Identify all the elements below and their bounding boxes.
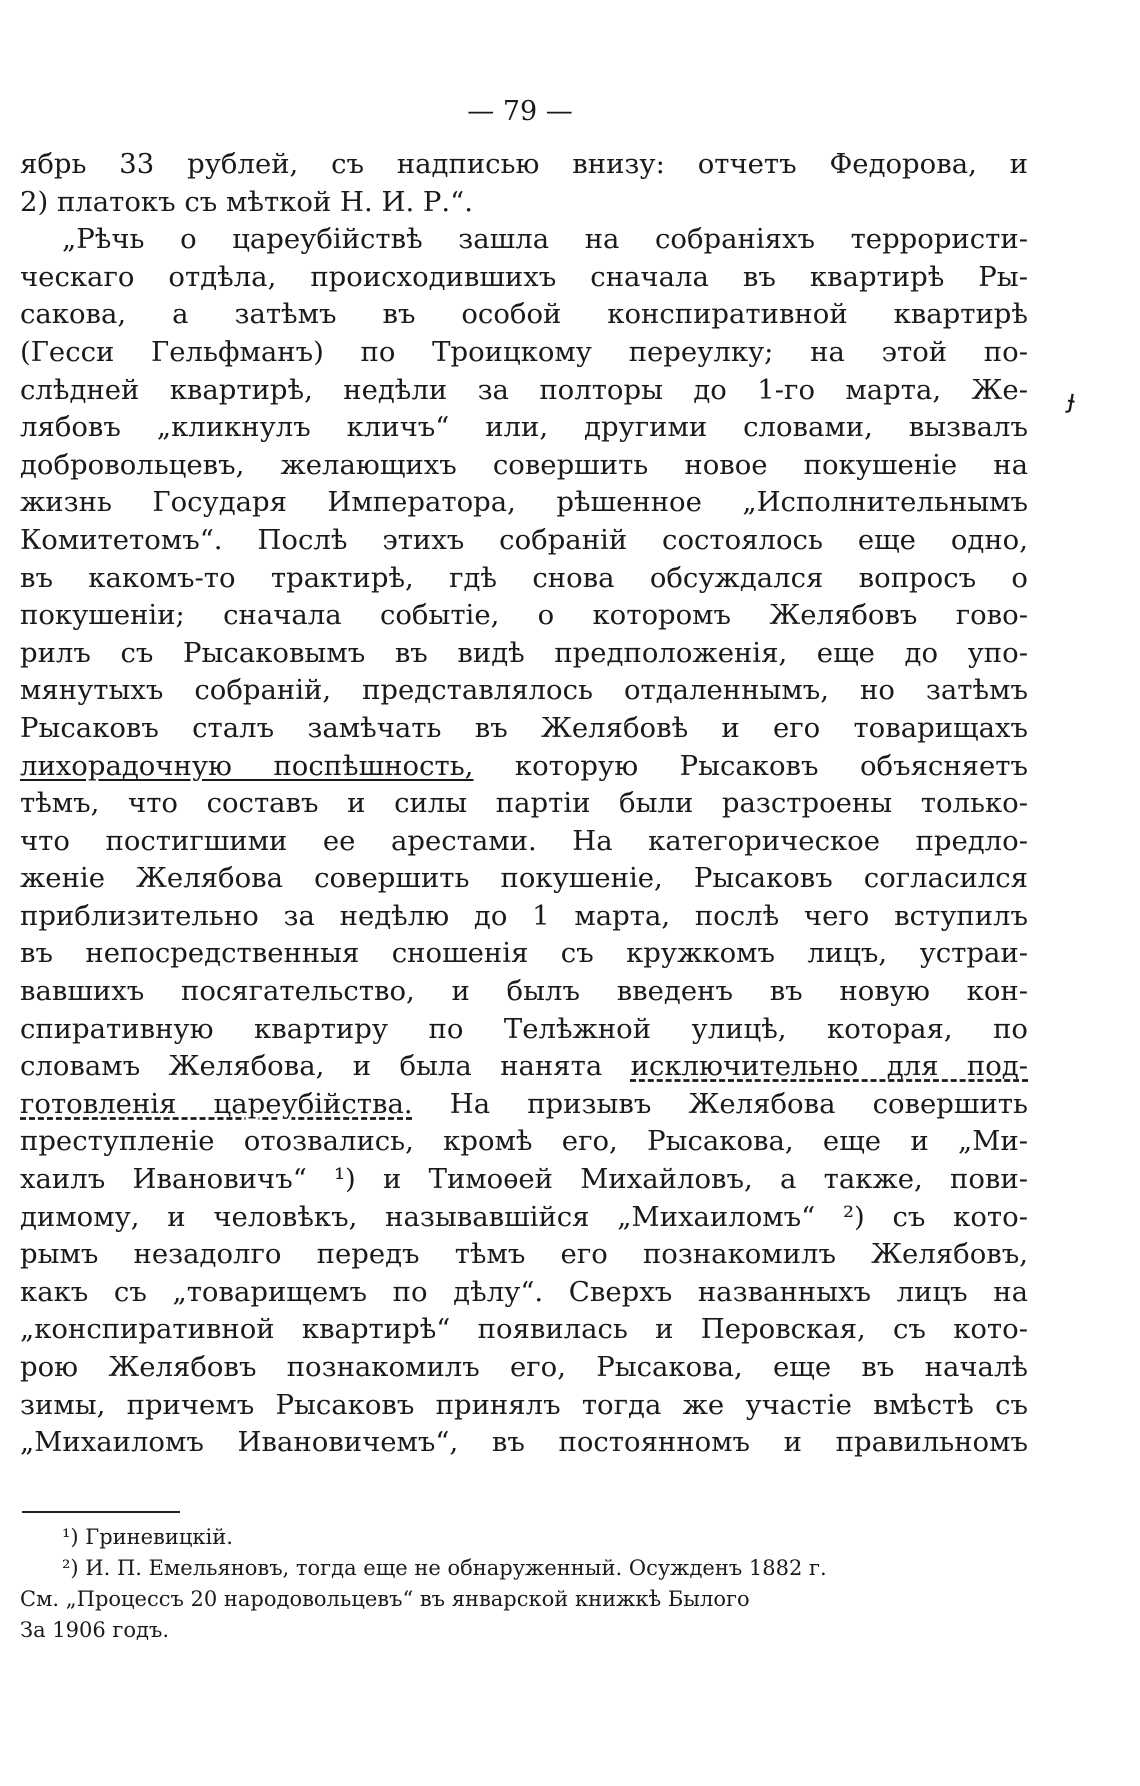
text-line: мянутыхъ собраній, представлялось отдаленнымъ, но затѣмъ (20, 674, 1028, 707)
main-text (20, 146, 1028, 1462)
text-line: зимы, причемъ Рысаковъ принялъ тогда же участіе вмѣстѣ съ (20, 1388, 1028, 1421)
text-line: преступленіе отозвались, кромѣ его, Рысакова, еще и „Ми- (20, 1125, 1028, 1158)
text-line: рилъ съ Рысаковымъ въ видѣ предположенія, еще до упо- (20, 636, 1028, 669)
text-span: На призывъ Желябова совершить (412, 1087, 1028, 1120)
footnote-2: ²) И. П. Емельяновъ, тогда еще не обнаруженный. Осужденъ 1882 г. (62, 1556, 827, 1580)
text-line: что постигшими ее арестами. На категорическое предло- (20, 824, 1028, 857)
text-line: спиративную квартиру по Телѣжной улицѣ, которая, по (20, 1012, 1028, 1045)
underlined-phrase: готовленія цареубійства. (20, 1087, 413, 1120)
text-line: слѣдней квартирѣ, недѣли за полторы до 1-го марта, Же- (20, 373, 1028, 406)
text-line: вавшихъ посягательство, и былъ введенъ въ новую кон- (20, 975, 1028, 1008)
text-line: рою Желябовъ познакомилъ его, Рысакова, еще въ началѣ (20, 1351, 1028, 1383)
text-line: въ какомъ-то трактирѣ, гдѣ снова обсуждался вопросъ о (20, 561, 1028, 594)
text-line: „конспиративной квартирѣ“ появилась и Перовская, съ кото- (20, 1313, 1028, 1346)
text-line: въ непосредственныя сношенія съ кружкомъ лицъ, устраи- (20, 937, 1028, 970)
underlined-phrase: лихорадочную поспѣшность, (20, 749, 474, 782)
footnote-2-cont: За 1906 годъ. (20, 1618, 170, 1642)
text-line: ябрь 33 рублей, съ надписью внизу: отчетъ Федорова, и (20, 148, 1028, 180)
text-line (20, 748, 1028, 786)
text-line: приблизительно за недѣлю до 1 марта, послѣ чего вступилъ (20, 899, 1028, 932)
text-line: (Гесси Гельфманъ) по Троицкому переулку; на этой по- (20, 335, 1028, 368)
text-line: рымъ незадолго передъ тѣмъ его познакомилъ Желябовъ, (20, 1238, 1028, 1271)
footnotes (20, 1522, 1020, 1646)
text-line: тѣмъ, что составъ и силы партіи были разстроены только- (20, 787, 1028, 820)
text-line: димому, и человѣкъ, называвшійся „Михаиломъ“ ²) съ кото- (20, 1200, 1028, 1233)
text-line: лябовъ „кликнулъ кличъ“ или, другими словами, вызвалъ (20, 411, 1028, 444)
text-line: ческаго отдѣла, происходившихъ сначала въ квартирѣ Ры- (20, 260, 1028, 293)
text-line: Комитетомъ“. Послѣ этихъ собраній состоялось еще одно, (20, 523, 1028, 556)
text-line: женіе Желябова совершить покушеніе, Рысаковъ согласился (20, 862, 1028, 895)
underlined-phrase: исключительно для под- (630, 1050, 1028, 1083)
text-line: покушеніи; сначала событіе, о которомъ Желябовъ гово- (20, 599, 1028, 632)
text-line: жизнь Государя Императора, рѣшенное „Исполнительнымъ (20, 486, 1028, 519)
text-line: 2) платокъ съ мѣткой Н. И. Р.“. (20, 185, 473, 218)
text-line: Рысаковъ сталъ замѣчать въ Желябовѣ и его товарищахъ (20, 711, 1028, 744)
text-line: „Рѣчь о цареубійствѣ зашла на собраніяхъ террористи- (62, 223, 1028, 256)
text-line (20, 1086, 1028, 1124)
text-line: сакова, а затѣмъ въ особой конспиративной квартирѣ (20, 298, 1028, 331)
footnote-1: ¹) Гриневицкій. (62, 1525, 233, 1549)
text-line: „Михаиломъ Ивановичемъ“, въ постоянномъ и правильномъ (20, 1426, 1028, 1459)
page-number: — 79 — (467, 96, 573, 127)
footnote-divider (22, 1511, 180, 1513)
text-line: добровольцевъ, желающихъ совершить новое покушеніе на (20, 448, 1028, 481)
pencil-margin-mark: ɟ (1065, 384, 1078, 416)
text-line: какъ съ „товарищемъ по дѣлу“. Сверхъ названныхъ лицъ на (20, 1275, 1028, 1308)
text-line: хаилъ Ивановичъ“ ¹) и Тимоѳей Михайловъ, а также, пови- (20, 1163, 1028, 1196)
text-span: словамъ Желябова, и была нанята (20, 1050, 631, 1083)
text-line (20, 1048, 1028, 1086)
footnote-2-cont: См. „Процессъ 20 народовольцевъ“ въ январской книжкѣ Былого (20, 1587, 750, 1611)
text-span: которую Рысаковъ объясняетъ (473, 749, 1028, 782)
